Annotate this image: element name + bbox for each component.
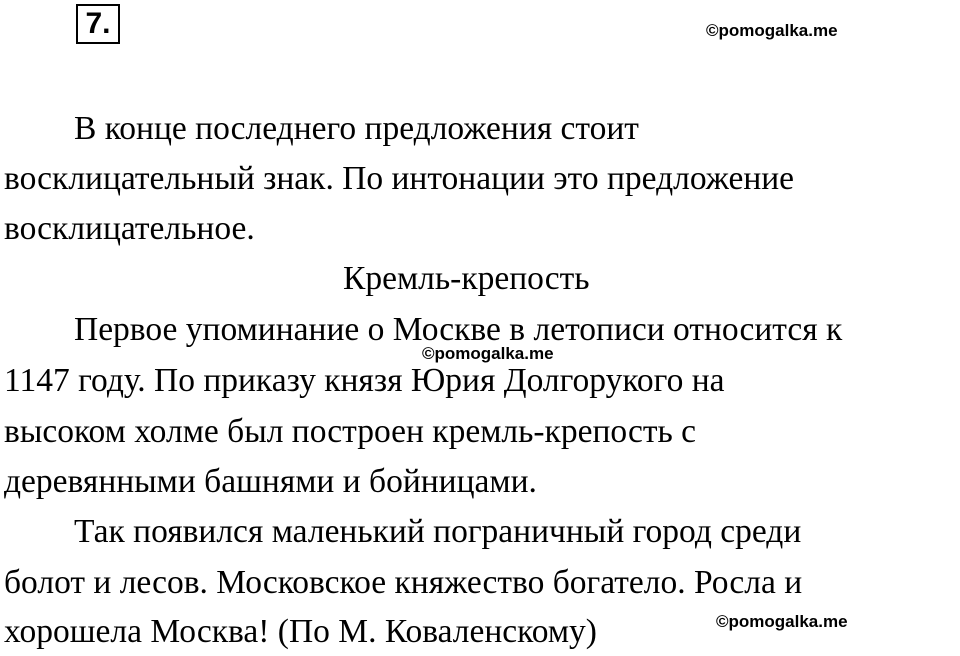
- watermark-bottom: ©pomogalka.me: [716, 612, 848, 631]
- watermark-top: ©pomogalka.me: [706, 21, 838, 40]
- paragraph-1-line-3: восклицательное.: [4, 210, 255, 247]
- watermark-middle: ©pomogalka.me: [422, 344, 554, 363]
- text-title: Кремль-крепость: [343, 260, 590, 297]
- paragraph-1-line-1: В конце последнего предложения стоит: [74, 110, 639, 147]
- paragraph-3-line-2: болот и лесов. Московское княжество богатело. Росла и: [4, 564, 803, 601]
- paragraph-1-line-2: восклицательный знак. По интонации это предложение: [4, 160, 795, 197]
- paragraph-2-line-3: высоком холме был построен кремль-крепость с: [4, 413, 696, 450]
- paragraph-2-line-1: Первое упоминание о Москве в летописи относится к: [74, 311, 843, 348]
- paragraph-2-line-4: деревянными башнями и бойницами.: [4, 463, 537, 500]
- paragraph-3-line-1: Так появился маленький пограничный город среди: [74, 513, 802, 550]
- paragraph-2-line-2: 1147 году. По приказу князя Юрия Долгорукого на: [4, 362, 725, 399]
- task-number-box: 7.: [76, 4, 120, 44]
- paragraph-3-line-3: хорошела Москва! (По М. Коваленскому): [4, 613, 597, 650]
